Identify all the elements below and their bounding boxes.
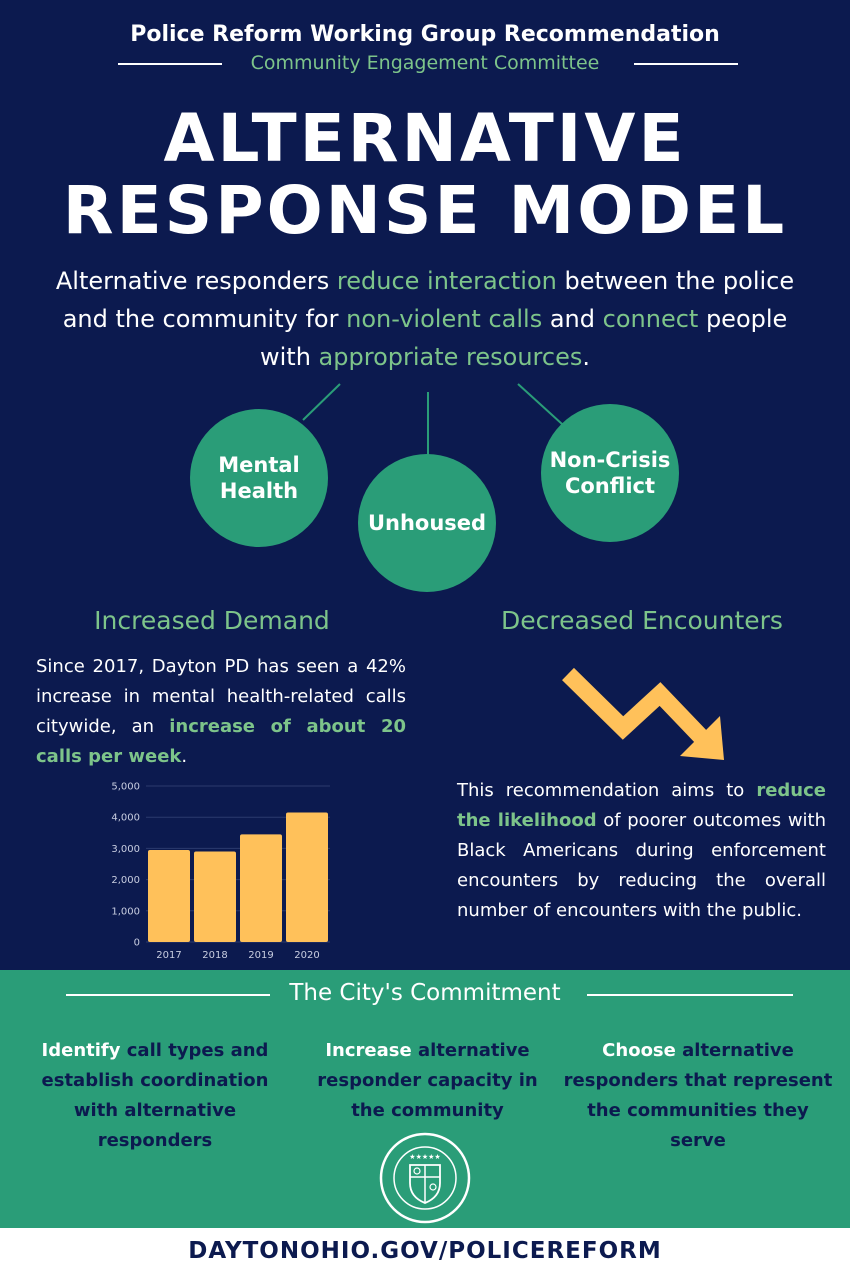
commitment-text: alternative responder capacity in the community (317, 1040, 538, 1121)
encounters-highlight: reduce the likelihood (457, 780, 826, 831)
x-tick-label: 2018 (202, 950, 228, 961)
chart-bar-2020 (286, 813, 328, 942)
intro-highlight: reduce interaction (336, 267, 557, 295)
decreased-encounters-heading: Decreased Encounters (501, 606, 783, 635)
intro-text: and (542, 305, 603, 333)
encounters-text: of poorer outcomes with Black Americans during enforcement encounters by reducing the overall number of encounters with the public. (457, 810, 827, 921)
commitment-text: alternative responders that represent the communities they serve (563, 1040, 833, 1151)
main-title-line2: RESPONSE MODEL (62, 172, 788, 249)
x-tick-label: 2017 (156, 950, 182, 961)
intro-highlight: connect (602, 305, 699, 333)
intro-highlight: non-violent calls (346, 305, 543, 333)
category-label: Non-Crisis (549, 448, 671, 472)
header-rule-right (634, 63, 738, 65)
commitment-verb: Increase (325, 1040, 412, 1061)
y-tick-label: 2,000 (111, 875, 140, 887)
increased-demand-heading: Increased Demand (94, 606, 330, 635)
intro-paragraph (45, 262, 805, 376)
header-subtitle: Community Engagement Committee (250, 52, 600, 74)
chart-bar-2017 (148, 850, 190, 942)
footer-url[interactable]: DAYTONOHIO.GOV/POLICEREFORM (0, 1228, 850, 1274)
decreased-encounters-text (457, 776, 826, 926)
main-title-line1: ALTERNATIVE (163, 100, 687, 177)
category-label: Conflict (564, 474, 656, 498)
y-tick-label: 1,000 (111, 906, 140, 918)
x-tick-label: 2019 (248, 950, 274, 961)
intro-text: Alternative responders (55, 267, 337, 295)
demand-text: . (181, 746, 188, 767)
down-trend-arrow-icon (558, 660, 733, 770)
calls-bar-chart (100, 778, 340, 962)
encounters-text: This recommendation aims to (457, 780, 757, 801)
commitment-choose (562, 1036, 834, 1156)
category-label: Unhoused (367, 511, 487, 535)
commitment-identify (30, 1036, 280, 1156)
chart-bar-2019 (240, 834, 282, 942)
y-tick-label: 3,000 (111, 843, 140, 855)
intro-text: . (582, 343, 590, 371)
category-non-crisis-conflict (541, 404, 679, 542)
category-unhoused (358, 454, 496, 592)
category-label: Mental (218, 453, 300, 477)
intro-text: between the police and the community for (62, 267, 795, 333)
svg-text:★★★★★: ★★★★★ (409, 1153, 441, 1161)
increased-demand-text (36, 652, 406, 772)
demand-text: Since 2017, Dayton PD has seen a 42% increase in mental health-related calls citywide, an (36, 656, 406, 737)
chart-bar-2018 (194, 852, 236, 942)
header-title: Police Reform Working Group Recommendation (130, 22, 720, 47)
y-tick-label: 0 (133, 937, 140, 949)
commitment-text: call types and establish coordination with alternative responders (41, 1040, 269, 1151)
category-label: Health (219, 479, 299, 503)
intro-highlight: appropriate resources (318, 343, 583, 371)
x-tick-label: 2020 (294, 950, 320, 961)
commitment-rule-right (587, 994, 793, 996)
commitment-verb: Identify (41, 1040, 121, 1061)
commitment-increase (305, 1036, 550, 1126)
commitment-heading: The City's Commitment (289, 980, 561, 1006)
demand-highlight: increase of about 20 calls per week (36, 716, 407, 767)
y-tick-label: 5,000 (111, 781, 140, 793)
y-tick-label: 4,000 (111, 812, 140, 824)
category-mental-health (190, 409, 328, 547)
connector-lines (0, 380, 850, 460)
intro-text: people with (260, 305, 788, 371)
city-seal-icon (378, 1131, 472, 1225)
commitment-verb: Choose (602, 1040, 676, 1061)
